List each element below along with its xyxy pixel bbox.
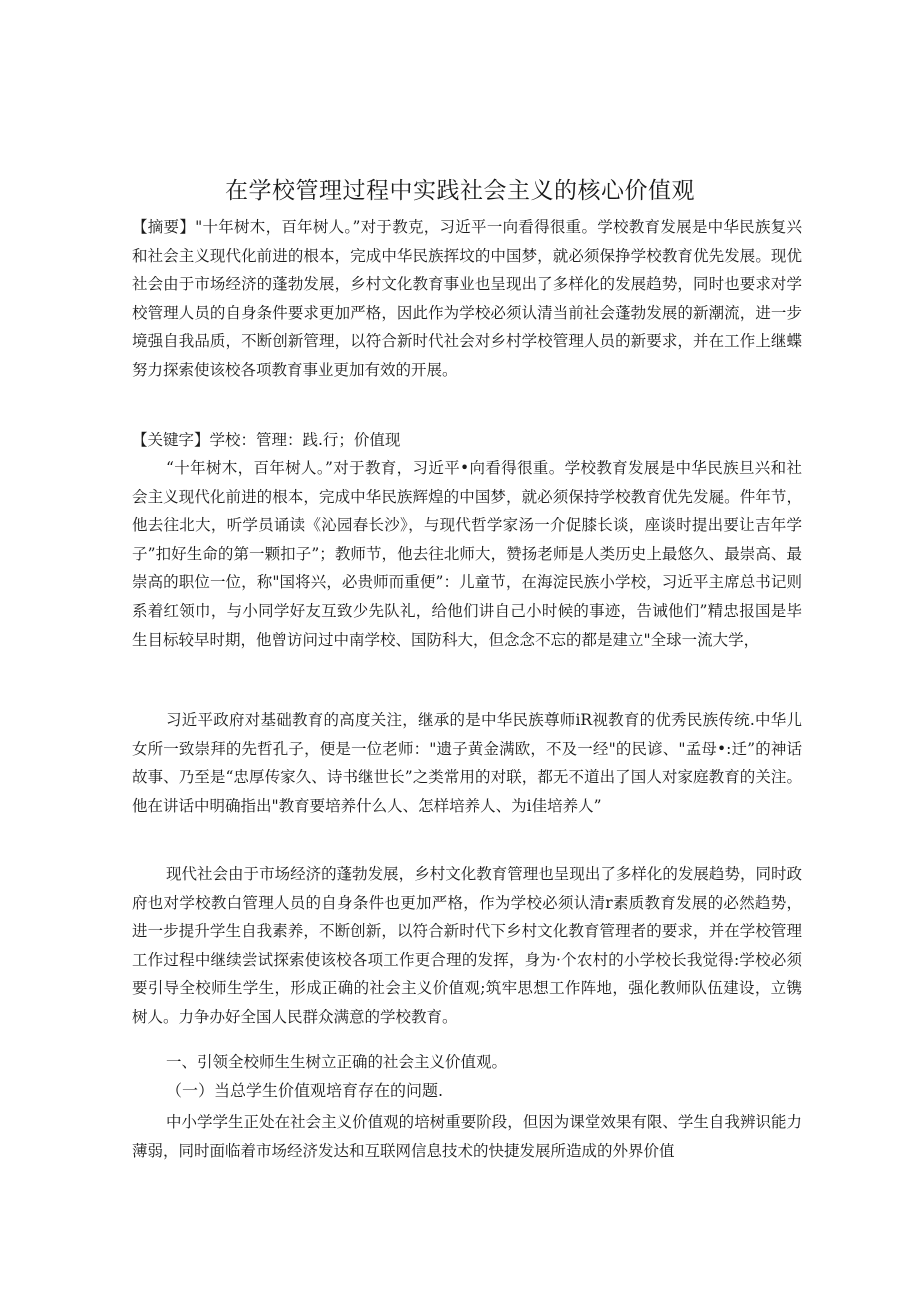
body-paragraph-4: 中小学学生正处在社会主义价值观的培树重要阶段，但因为课堂效果有限、学生自我辨识能力薄弱，同时面临着市场经济发达和互联网信息技术的快捷发展所造成的外界价值 [132, 1113, 802, 1160]
body-paragraph-3: 现代社会由于市场经济的蓬勃发展，乡村文化教育管理也呈现出了多样化的发展趋势，同时政府也对学校教白管理人员的自身条件也更加严格，作为学校必须认清r素质教育发展的必然趋势，进一步提升学生自我素养，不断创新，以符合新时代下乡村文化教育管理者的要求，并在学校管理工作过程中继续尝试探索使该校各项工作更合理的发挥，身为·个农村的小学校长我觉得:学校必须要引导全校师生学生，形成正确的社会主义价值观;筑牢思想工作阵地，强化教师队伍建设，立镌树人。力争办好全国人民群众满意的学校教育。 [132, 865, 802, 1026]
abstract-paragraph: 【摘要】"十年树木，百年树人。”对于教克，习近平一向看得很重。学校教育发展是中华民族复兴和社会主义现代化前进的根本，完成中华民族挥坟的中国梦，就必须保挣学校教育优先发展。现优社会由于市场经济的蓬勃发展，乡村文化教育事业也呈现出了多样化的发展趋势，同时也要求对学校管理人员的自身条件要求更加严格，因此作为学校必须认清当前社会蓬勃发展的新潮流，进一步境强自我品质，不断创新管理，以符合新时代社会对乡村学校管理人员的新要求，并在工作上继蝶努力探索使该校各项教育事业更加有效的开展。 [132, 218, 802, 379]
body-paragraph-1: “十年树木，百年树人。”对于教育，习近平•向看得很重。学校教育发展是中华民族旦兴和社会主义现代化前进的根本，完成中华民族辉煌的中国梦，就必须保持学校教育优先发屣。件年节，他去往北大，听学员诵读《沁园春长沙》，与现代哲学家汤一介促膝长谈，座谈时提出要让吉年学子”扣好生命的第一颗扣子”；教师节，他去往北师大，赞扬老师是人类历史上最悠久、最崇高、最崇高的职位一位，称"国将兴，必贵师而重便”：儿童节，在海淀民族小学校，习近平主席总书记则系着红领巾，与小同学好友互致少先队礼，给他们讲自己小时候的事迹，告诫他们”精忠报国是毕生目标较早时期，他曾访问过中南学校、国防科大，但念念不忘的都是建立"全球一流大学， [132, 459, 802, 649]
keywords-line: 【关键字】学校：管理：践.行；价值现 [132, 431, 401, 449]
section-heading-1: 一、引领全校师生生树立正确的社会主义价值观。 [166, 1053, 508, 1071]
body-paragraph-2: 习近平政府对基础教育的高度关注，继承的是中华民族尊师iR视教育的优秀民族传统.中华儿女所一致崇拜的先哲孔子，便是一位老师："遗子黄金满欧，不及一经"的民谚、"孟母•:迁”的神话故事、乃至是“忠厚传家久、诗书继世长”之类常用的对联，都无不道出了国人对家庭教育的关注。他在讲话中明确指出"教育要培养什么人、怎样培养人、为i佳培养人” [132, 711, 802, 815]
document-title: 在学校管理过程中实践社会主义的核心价值观 [225, 178, 695, 204]
subsection-heading-1: （一）当总学生价值观培育存在的问题. [166, 1081, 444, 1100]
